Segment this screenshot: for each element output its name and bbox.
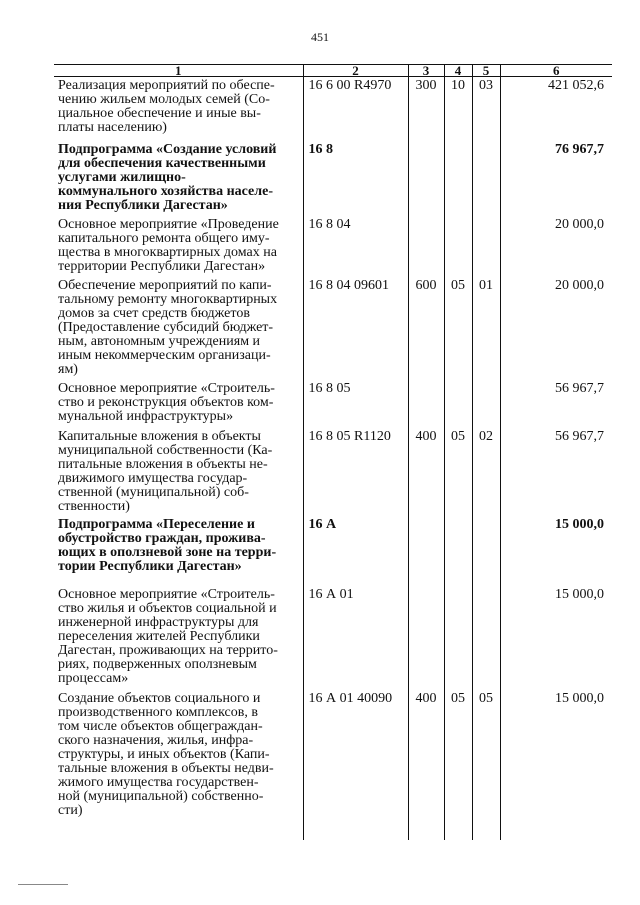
row-c3 xyxy=(408,586,444,690)
row-c4: 05 xyxy=(444,428,472,516)
row-name-line: Обеспечение мероприятий по капи- xyxy=(58,277,272,293)
row-name-line: (Предоставление субсидий бюджет- xyxy=(58,319,274,335)
row-amount: 20 000,0 xyxy=(500,216,612,277)
row-c3 xyxy=(408,516,444,586)
row-amount: 56 967,7 xyxy=(500,428,612,516)
row-name-line: движимого имущества государ- xyxy=(58,470,248,486)
row-name xyxy=(54,516,303,586)
table-row xyxy=(54,586,612,690)
row-name-line: обустройство граждан, прожива- xyxy=(58,530,266,546)
row-name xyxy=(54,380,303,428)
row-name-line: муниципальной собственности (Ка- xyxy=(58,442,273,458)
row-name-line: тории Республики Дагестан» xyxy=(58,558,242,574)
row-name-line: ство жилья и объектов социальной и xyxy=(58,600,277,616)
row-c3 xyxy=(408,141,444,216)
row-name-line: тальные вложения в объекты недви- xyxy=(58,760,274,776)
header-row xyxy=(54,65,612,77)
row-name-line: для обеспечения качественными xyxy=(58,155,266,171)
row-c4: 10 xyxy=(444,77,472,141)
row-name-line: питальные вложения в объекты не- xyxy=(58,456,268,472)
row-code: 16 А 01 40090 xyxy=(303,690,408,840)
row-name-line: ственности) xyxy=(58,498,130,514)
row-amount: 76 967,7 xyxy=(500,141,612,216)
row-name-line: ной (муниципальной) собственно- xyxy=(58,788,264,804)
row-c4 xyxy=(444,516,472,586)
header-col-1: 1 xyxy=(54,65,303,77)
row-name-line: иным некоммерческим организаци- xyxy=(58,347,271,363)
row-code: 16 8 04 09601 xyxy=(303,277,408,380)
row-code: 16 А xyxy=(303,516,408,586)
row-c5: 05 xyxy=(472,690,500,840)
row-name-line: капитального ремонта общего иму- xyxy=(58,230,270,246)
row-c4 xyxy=(444,216,472,277)
budget-table xyxy=(54,64,612,840)
row-name-line: щества в многоквартирных домах на xyxy=(58,244,277,260)
table-row xyxy=(54,690,612,840)
row-name-line: циальное обеспечение и иные вы- xyxy=(58,106,261,121)
row-c4: 05 xyxy=(444,690,472,840)
table-row xyxy=(54,428,612,516)
row-c4: 05 xyxy=(444,277,472,380)
row-amount: 20 000,0 xyxy=(500,277,612,380)
row-c4 xyxy=(444,380,472,428)
row-amount: 15 000,0 xyxy=(500,586,612,690)
row-c5 xyxy=(472,586,500,690)
table-row xyxy=(54,380,612,428)
row-name-line: Капитальные вложения в объекты xyxy=(58,428,261,444)
row-amount: 15 000,0 xyxy=(500,516,612,586)
footnote-rule xyxy=(18,884,68,885)
row-name-line: услугами жилищно- xyxy=(58,169,186,185)
row-name-line: Подпрограмма «Переселение и xyxy=(58,516,255,532)
header-col-4: 4 xyxy=(444,65,472,77)
header-col-2: 2 xyxy=(303,65,408,77)
row-c3 xyxy=(408,216,444,277)
row-name-line: мунальной инфраструктуры» xyxy=(58,408,234,424)
page-number: 451 xyxy=(311,30,329,44)
row-name-line: ным, автономным учреждениям и xyxy=(58,333,261,349)
row-name-line: переселения жителей Республики xyxy=(58,628,260,644)
row-name xyxy=(54,77,303,141)
row-code: 16 6 00 R4970 xyxy=(303,77,408,141)
row-name-line: инженерной инфраструктуры для xyxy=(58,614,259,630)
row-code: 16 8 05 xyxy=(303,380,408,428)
table-row xyxy=(54,141,612,216)
row-name-line: Дагестан, проживающих на террито- xyxy=(58,642,278,658)
row-name-line: сти) xyxy=(58,802,83,818)
row-name-line: ственной (муниципальной) соб- xyxy=(58,484,249,500)
row-name-line: Основное мероприятие «Строитель- xyxy=(58,586,275,602)
row-name xyxy=(54,141,303,216)
row-name-line: Создание объектов социального и xyxy=(58,690,261,706)
row-name-line: структуры, и иных объектов (Капи- xyxy=(58,746,270,762)
row-name-line: производственного комплексов, в xyxy=(58,704,258,720)
row-name xyxy=(54,428,303,516)
header-col-5: 5 xyxy=(472,65,500,77)
row-c5 xyxy=(472,216,500,277)
row-name-line: ство и реконструкция объектов ком- xyxy=(58,394,274,410)
row-c3: 600 xyxy=(408,277,444,380)
row-amount: 15 000,0 xyxy=(500,690,612,840)
row-c3: 400 xyxy=(408,690,444,840)
header-col-3: 3 xyxy=(408,65,444,77)
row-code: 16 8 05 R1120 xyxy=(303,428,408,516)
row-c5: 03 xyxy=(472,77,500,141)
row-name-line: том числе объектов общеграждан- xyxy=(58,718,263,734)
header-col-6: 6 xyxy=(500,65,612,77)
row-c3: 400 xyxy=(408,428,444,516)
row-c5 xyxy=(472,516,500,586)
row-code: 16 8 04 xyxy=(303,216,408,277)
row-name-line: территории Республики Дагестан» xyxy=(58,258,266,274)
row-name xyxy=(54,690,303,840)
row-name-line: чению жильем молодых семей (Со- xyxy=(58,92,270,107)
row-name xyxy=(54,586,303,690)
row-name-line: жимого имущества государствен- xyxy=(58,774,259,790)
row-name-line: ям) xyxy=(58,361,78,377)
row-name-line: коммунального хозяйства населе- xyxy=(58,183,273,199)
table-row xyxy=(54,216,612,277)
row-name-line: тальному ремонту многоквартирных xyxy=(58,291,278,307)
row-c5: 01 xyxy=(472,277,500,380)
row-name-line: платы населению) xyxy=(58,120,167,135)
row-name-line: Подпрограмма «Создание условий xyxy=(58,141,277,157)
row-c5: 02 xyxy=(472,428,500,516)
table-row xyxy=(54,277,612,380)
row-code: 16 А 01 xyxy=(303,586,408,690)
row-c3: 300 xyxy=(408,77,444,141)
table-body xyxy=(54,77,612,840)
row-amount: 421 052,6 xyxy=(500,77,612,141)
row-name-line: домов за счет средств бюджетов xyxy=(58,305,250,321)
row-name xyxy=(54,277,303,380)
row-name xyxy=(54,216,303,277)
row-c5 xyxy=(472,141,500,216)
row-amount: 56 967,7 xyxy=(500,380,612,428)
row-c3 xyxy=(408,380,444,428)
row-c4 xyxy=(444,586,472,690)
row-name-line: Основное мероприятие «Проведение xyxy=(58,216,279,232)
table-row xyxy=(54,77,612,141)
row-name-line: ния Республики Дагестан» xyxy=(58,197,228,213)
row-name-line: риях, подверженных оползневым xyxy=(58,656,257,672)
row-name-line: ского назначения, жилья, инфра- xyxy=(58,732,254,748)
row-code: 16 8 xyxy=(303,141,408,216)
table-row xyxy=(54,516,612,586)
row-name-line: Реализация мероприятий по обеспе- xyxy=(58,78,275,93)
row-c5 xyxy=(472,380,500,428)
row-name-line: процессам» xyxy=(58,670,129,686)
row-name-line: Основное мероприятие «Строитель- xyxy=(58,380,275,396)
row-c4 xyxy=(444,141,472,216)
row-name-line: ющих в оползневой зоне на терри- xyxy=(58,544,277,560)
